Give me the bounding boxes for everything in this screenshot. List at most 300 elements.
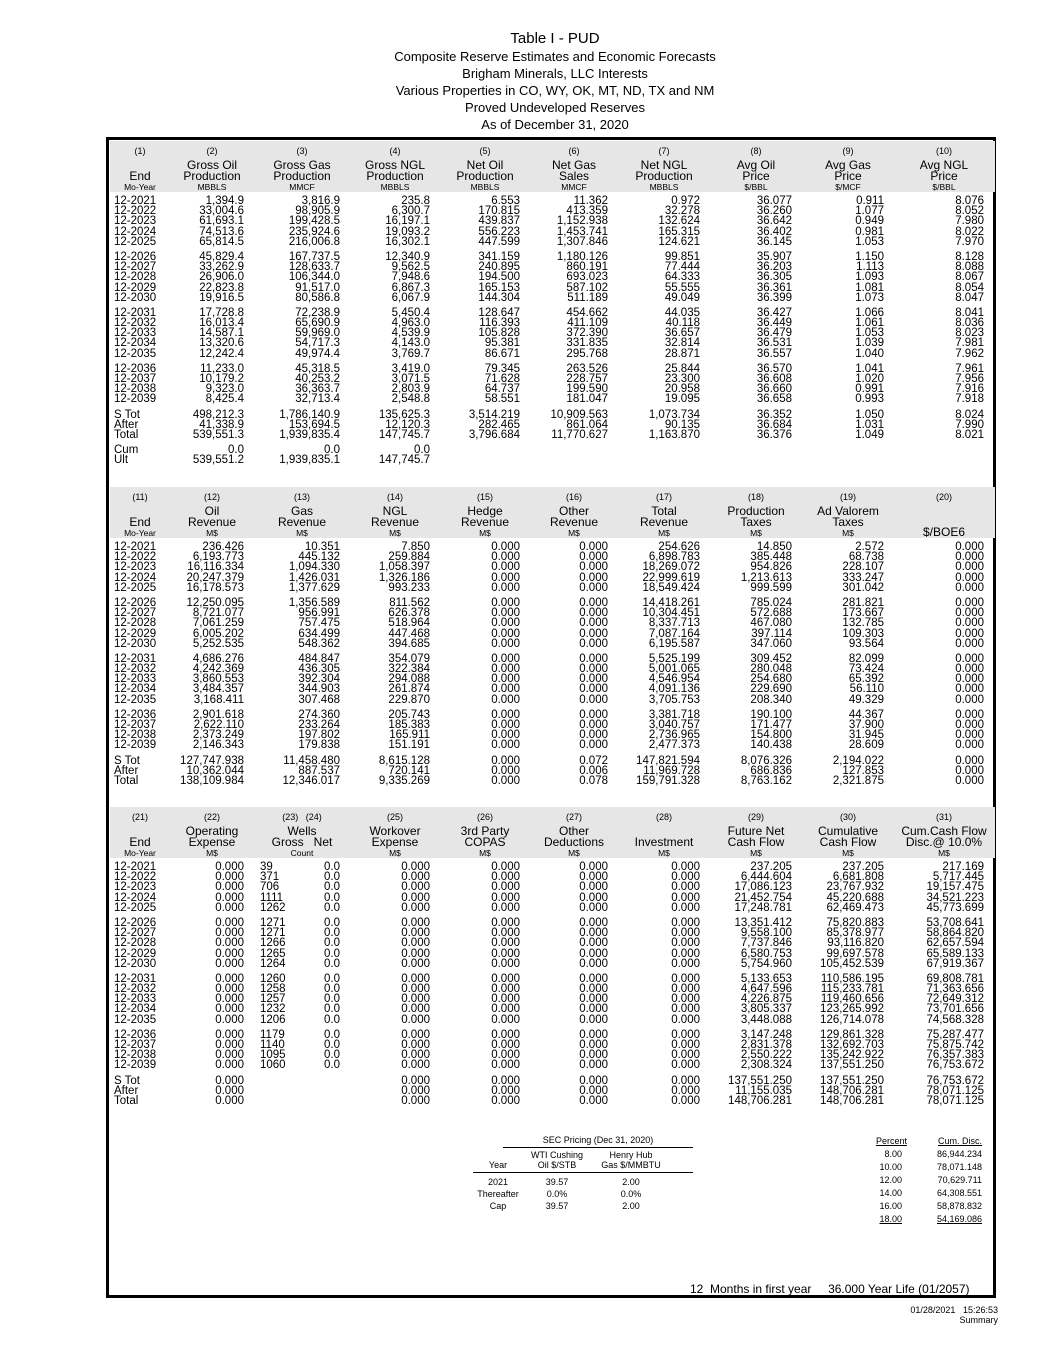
- table-cell: 13,351.412: [734, 916, 792, 929]
- column-header-row: [110, 807, 995, 858]
- table-cell: 9,562.5: [391, 261, 430, 274]
- table-cell: 99,697.578: [826, 947, 884, 960]
- column-header: [530, 487, 618, 538]
- column-label: [170, 160, 254, 192]
- table-cell: 12-2026: [114, 250, 157, 263]
- table-cell: [440, 445, 530, 455]
- column-header: [110, 807, 170, 858]
- table-cell: [802, 455, 894, 465]
- table-row: [110, 272, 995, 282]
- table-cell: 1.031: [855, 418, 884, 431]
- table-cell: 12-2031: [114, 652, 157, 665]
- table-cell: 6,067.9: [391, 291, 430, 304]
- column-number: (16): [565, 492, 582, 502]
- table-cell: 0.000: [671, 891, 700, 904]
- table-cell: 65.392: [848, 673, 884, 686]
- table-cell: 36.531: [756, 337, 792, 350]
- table-cell: 12-2032: [114, 317, 157, 330]
- table-cell: 12-2034: [114, 337, 157, 350]
- table-cell: 151.191: [388, 739, 430, 752]
- table-cell: 41,338.9: [199, 418, 244, 431]
- discount-value: 64,308.551: [936, 1188, 982, 1198]
- column-number: (26): [476, 812, 493, 822]
- table-cell: 956.991: [298, 607, 340, 620]
- column-label-text: Cum.Cash Flow Disc.@ 10.0%: [901, 824, 987, 849]
- table-cell: 1,152.938: [556, 215, 608, 228]
- table-cell: 0.949: [855, 215, 884, 228]
- table-cell: 8.088: [955, 261, 984, 274]
- table-cell: 1,377.629: [288, 581, 340, 594]
- table-cell: 85,378.977: [826, 927, 884, 940]
- table-cell: 0.000: [401, 1049, 430, 1062]
- table-cell: 12-2023: [114, 881, 157, 894]
- table-cell: 7.962: [955, 347, 984, 360]
- table-cell: 76,357.383: [926, 1049, 984, 1062]
- table-cell: 4,091.136: [648, 683, 700, 696]
- table-cell: Total: [114, 1094, 139, 1107]
- table-cell: 12-2026: [114, 596, 157, 609]
- table-cell: 64.737: [484, 383, 520, 396]
- table-cell: 144.304: [478, 291, 520, 304]
- table-cell: 147,821.594: [636, 754, 700, 767]
- table-cell: 0.000: [215, 1039, 244, 1051]
- column-header: [350, 487, 440, 538]
- table-cell: 12-2034: [114, 683, 157, 696]
- table-cell: 171.477: [750, 719, 792, 731]
- table-cell: 19,157.475: [926, 881, 984, 894]
- column-label: [618, 506, 710, 538]
- column-unit: M$: [568, 848, 580, 858]
- properties-line: Various Properties in CO, WY, OK, MT, ND, TX and NM: [395, 83, 715, 98]
- table-cell: 0.000: [579, 571, 608, 584]
- table-cell: [294, 1086, 350, 1096]
- table-cell: 12-2035: [114, 693, 157, 706]
- column-label: [110, 171, 170, 192]
- table-cell: 135,625.3: [378, 408, 430, 421]
- table-cell: 445.132: [298, 551, 340, 564]
- sec-pricing-table: [473, 1135, 693, 1212]
- column-label: [170, 826, 254, 858]
- table-cell: 0.0: [324, 891, 340, 904]
- section-revenue: [110, 487, 995, 786]
- table-cell: 498,212.3: [192, 408, 244, 421]
- column-header: [254, 807, 350, 858]
- life-summary: [690, 1282, 970, 1296]
- pricing-cell: 39.57: [545, 1177, 569, 1187]
- table-cell: 7.981: [955, 337, 984, 350]
- column-label-text: $/BOE6: [922, 525, 966, 539]
- table-cell: 347.060: [750, 637, 792, 650]
- column-label-text: Total Revenue: [639, 504, 689, 529]
- table-cell: 105,452.539: [820, 957, 884, 970]
- table-cell: 0.000: [491, 561, 520, 574]
- table-cell: 2,308.324: [740, 1059, 792, 1072]
- table-cell: 55.555: [664, 281, 700, 294]
- column-header: [110, 141, 170, 192]
- table-cell: 3,860.553: [192, 673, 244, 686]
- column-number: (11): [132, 492, 148, 502]
- table-cell: 167,737.5: [288, 250, 340, 263]
- pricing-cell: 2021: [487, 1177, 509, 1187]
- table-cell: 0.0: [324, 916, 340, 929]
- table-cell: 0.000: [579, 637, 608, 650]
- column-header: [530, 141, 618, 192]
- table-cell: 1262: [260, 901, 286, 914]
- table-cell: 2,477.373: [648, 739, 700, 752]
- column-header: [530, 807, 618, 858]
- table-cell: 8.023: [955, 327, 984, 340]
- table-cell: 0.000: [955, 693, 984, 706]
- table-cell: 148,706.281: [820, 1094, 884, 1107]
- table-cell: 2,548.8: [391, 393, 430, 406]
- table-cell: 0.000: [955, 551, 984, 564]
- table-cell: 9,558.100: [740, 927, 792, 940]
- table-cell: 0.000: [401, 1013, 430, 1026]
- column-unit: Mo-Year: [124, 528, 156, 538]
- column-label-text: Gas Revenue: [277, 504, 327, 529]
- table-cell: 0.000: [215, 1094, 244, 1107]
- table-cell: 0.000: [491, 891, 520, 904]
- table-cell: 28.609: [848, 739, 884, 752]
- table-cell: 6,867.3: [391, 281, 430, 294]
- table-cell: 12-2036: [114, 1028, 157, 1041]
- table-cell: 1257: [260, 993, 286, 1006]
- percent-header: Percent: [875, 1136, 907, 1146]
- column-header: [710, 487, 802, 538]
- as-of-date: As of December 31, 2020: [481, 117, 629, 132]
- table-cell: 22,999.619: [642, 571, 700, 584]
- table-cell: 0.0: [324, 927, 340, 940]
- table-cell: 3,796.684: [468, 428, 520, 441]
- table-cell: 344.903: [298, 683, 340, 696]
- table-cell: 12-2024: [114, 571, 157, 584]
- table-cell: 12-2029: [114, 281, 157, 294]
- table-cell: 8.052: [955, 205, 984, 218]
- table-cell: 49,974.4: [295, 347, 340, 360]
- table-cell: 1.066: [855, 306, 884, 319]
- table-cell: 254.626: [658, 541, 700, 553]
- table-cell: 0.000: [955, 607, 984, 620]
- table-cell: 0.000: [491, 871, 520, 884]
- table-cell: 0.000: [215, 1003, 244, 1016]
- table-cell: 8.024: [955, 408, 984, 421]
- print-time: 15:26:53: [962, 1305, 998, 1315]
- column-label-text: Future Net Cash Flow: [727, 824, 785, 849]
- table-cell: 36.660: [756, 383, 792, 396]
- table-cell: 0.000: [491, 1003, 520, 1016]
- table-cell: 0.000: [491, 764, 520, 777]
- table-cell: 165.153: [478, 281, 520, 294]
- table-cell: 12-2035: [114, 1013, 157, 1026]
- column-label-text: Ad Valorem Taxes: [817, 504, 879, 529]
- table-cell: 0.000: [491, 739, 520, 752]
- table-row: [110, 1015, 995, 1025]
- report-title: Table I - PUD: [510, 30, 600, 47]
- column-unit: M$: [389, 848, 401, 858]
- table-cell: 56.110: [849, 683, 884, 696]
- table-cell: 0.000: [671, 957, 700, 970]
- table-cell: 1.093: [855, 271, 884, 284]
- table-cell: 0.000: [671, 916, 700, 929]
- table-cell: 7.956: [955, 373, 984, 385]
- table-cell: 1265: [260, 947, 286, 960]
- report-subtitle: Composite Reserve Estimates and Economic Forecasts: [394, 49, 716, 64]
- table-cell: 259.884: [388, 551, 430, 564]
- table-cell: 12-2033: [114, 327, 157, 340]
- table-cell: 12-2021: [114, 861, 157, 873]
- table-cell: 0.000: [491, 1084, 520, 1097]
- table-cell: 12,340.9: [385, 250, 430, 263]
- column-number: (15): [476, 492, 493, 502]
- table-cell: 32.814: [664, 337, 700, 350]
- column-unit: MMCF: [561, 182, 587, 192]
- table-cell: 44.035: [664, 306, 700, 319]
- column-label: [618, 160, 710, 192]
- table-cell: 0.000: [401, 947, 430, 960]
- table-cell: 385.448: [750, 551, 792, 564]
- column-label: [802, 160, 894, 192]
- table-cell: 392.304: [298, 673, 340, 686]
- table-cell: [894, 455, 994, 465]
- table-cell: 1,356.589: [288, 596, 340, 609]
- table-row: [110, 430, 995, 440]
- table-cell: 76,753.672: [926, 1074, 984, 1087]
- discount-value: 58,878.832: [936, 1201, 982, 1211]
- table-cell: 36.608: [756, 373, 792, 385]
- table-cell: 106,344.0: [288, 271, 340, 284]
- table-cell: 706: [260, 881, 280, 894]
- column-label-text: Net Oil Production: [456, 158, 514, 183]
- table-cell: 12-2037: [114, 373, 157, 385]
- table-cell: 40,253.2: [295, 373, 340, 385]
- table-cell: 436.305: [298, 663, 340, 676]
- table-cell: 5,133.653: [740, 972, 792, 985]
- table-cell: 0.000: [579, 1028, 608, 1041]
- table-row: [110, 394, 995, 404]
- table-cell: 0.000: [579, 901, 608, 914]
- table-cell: 6.553: [491, 195, 520, 207]
- table-cell: 539,551.3: [192, 428, 244, 441]
- column-number: (27): [565, 812, 582, 822]
- table-cell: [710, 445, 802, 455]
- column-label: [350, 506, 440, 538]
- discount-row: [862, 1213, 987, 1226]
- table-cell: 12-2032: [114, 663, 157, 676]
- table-cell: 1271: [260, 916, 286, 929]
- table-cell: 1140: [260, 1039, 285, 1051]
- table-cell: 21,452.754: [734, 891, 792, 904]
- table-cell: 132.624: [658, 215, 700, 228]
- cum-disc-header: Cum. Disc.: [937, 1136, 982, 1146]
- section-cashflow: [110, 807, 995, 1106]
- table-cell: 36,363.7: [295, 383, 340, 396]
- table-cell: 6,681.808: [832, 871, 884, 884]
- table-cell: 785.024: [750, 596, 792, 609]
- table-cell: 0.911: [856, 195, 884, 207]
- table-cell: 0.000: [491, 947, 520, 960]
- table-cell: 135,242.922: [820, 1049, 884, 1062]
- table-cell: 10,179.2: [199, 373, 244, 385]
- table-cell: 12-2033: [114, 673, 157, 686]
- table-cell: 14.850: [756, 541, 792, 553]
- table-cell: 0.000: [671, 1084, 700, 1097]
- discount-row: [862, 1161, 987, 1174]
- table-cell: 154.800: [750, 729, 792, 742]
- table-cell: 0.000: [579, 1084, 608, 1097]
- table-cell: After: [114, 764, 139, 777]
- months-first-year: 12 Months in first year: [690, 1282, 812, 1296]
- table-cell: 12-2028: [114, 937, 157, 950]
- column-label-text: Workover Expense: [369, 824, 421, 849]
- table-cell: 394.685: [388, 637, 430, 650]
- column-number: (12): [203, 492, 220, 502]
- table-cell: 301.042: [842, 581, 884, 594]
- table-cell: 0.000: [215, 957, 244, 970]
- table-cell: 199.590: [566, 383, 608, 396]
- table-cell: 0.000: [215, 871, 244, 884]
- table-cell: 36.203: [756, 261, 792, 274]
- table-cell: 556.223: [478, 225, 520, 238]
- column-label: [254, 160, 350, 192]
- table-cell: 3,769.7: [391, 347, 430, 360]
- table-cell: 0.000: [955, 754, 984, 767]
- column-label: [530, 506, 618, 538]
- table-cell: 0.000: [491, 901, 520, 914]
- table-cell: 75,820.883: [826, 916, 884, 929]
- table-cell: 0.000: [955, 708, 984, 721]
- table-cell: 7,737.846: [740, 937, 792, 950]
- table-cell: 0.000: [491, 1039, 520, 1051]
- table-cell: 91,517.0: [295, 281, 340, 294]
- table-cell: 197.802: [298, 729, 340, 742]
- table-cell: 0.000: [215, 1074, 244, 1087]
- pricing-cell: 0.0%: [620, 1189, 642, 1199]
- pricing-cell: 0.0%: [546, 1189, 568, 1199]
- column-number: (20): [935, 492, 952, 502]
- table-cell: 12-2036: [114, 708, 157, 721]
- table-cell: 0.000: [955, 541, 984, 553]
- table-cell: 0.000: [671, 1059, 700, 1072]
- table-cell: 0.0: [324, 861, 340, 873]
- discount-row: [862, 1174, 987, 1187]
- table-cell: 49.329: [848, 693, 884, 706]
- table-cell: 119,460.656: [820, 993, 884, 1006]
- table-cell: 1,786,140.9: [279, 408, 340, 421]
- discount-percent: 8.00: [884, 1149, 902, 1159]
- table-cell: 5,525.199: [648, 652, 700, 665]
- discount-row: [862, 1148, 987, 1161]
- table-cell: 1206: [260, 1013, 286, 1026]
- table-cell: 0.000: [671, 871, 700, 884]
- report-header: [0, 30, 1055, 133]
- table-cell: 0.000: [215, 1084, 244, 1097]
- table-cell: 4,647.596: [740, 983, 792, 996]
- table-cell: 40.118: [665, 317, 700, 330]
- table-cell: 0.0: [324, 1059, 340, 1072]
- table-cell: 62,657.594: [926, 937, 984, 950]
- table-cell: 0.000: [491, 754, 520, 767]
- table-cell: 0.000: [491, 617, 520, 630]
- table-cell: 12-2032: [114, 983, 157, 996]
- table-cell: 1266: [260, 937, 286, 950]
- table-row: [110, 455, 995, 465]
- discount-value: 86,944.234: [936, 1149, 982, 1159]
- table-cell: 36.479: [756, 327, 792, 340]
- table-cell: 0.000: [579, 739, 608, 752]
- table-cell: 307.468: [298, 693, 340, 706]
- table-cell: 0.000: [215, 901, 244, 914]
- column-header: [710, 807, 802, 858]
- table-cell: 26,906.0: [199, 271, 244, 284]
- table-cell: 0.000: [671, 947, 700, 960]
- discount-value: 70,629.711: [937, 1175, 982, 1185]
- table-cell: 12,120.3: [385, 418, 430, 431]
- table-cell: 13,320.6: [199, 337, 244, 350]
- column-label-text: End: [129, 515, 151, 529]
- column-label-text: Production Taxes: [727, 504, 785, 529]
- table-row: [110, 1060, 995, 1070]
- column-unit: M$: [206, 848, 218, 858]
- column-label: [710, 826, 802, 858]
- column-header: [894, 487, 994, 538]
- table-cell: [294, 1096, 350, 1106]
- table-cell: 181.047: [566, 393, 608, 406]
- table-cell: 0.000: [491, 881, 520, 894]
- table-cell: 62,469.473: [826, 901, 884, 914]
- table-cell: 17,248.781: [734, 901, 792, 914]
- table-cell: 1,094.330: [288, 561, 340, 574]
- table-cell: 159,791.328: [636, 774, 700, 787]
- table-cell: 3,168.411: [193, 693, 244, 706]
- table-cell: 8.021: [955, 428, 984, 441]
- column-number: (13): [293, 492, 310, 502]
- table-cell: 1232: [260, 1003, 286, 1016]
- table-cell: 72,649.312: [926, 993, 984, 1006]
- table-cell: 0.000: [955, 652, 984, 665]
- table-cell: 0.000: [671, 993, 700, 1006]
- table-cell: 413.359: [566, 205, 608, 218]
- table-cell: 861.064: [566, 418, 608, 431]
- table-cell: 1260: [260, 972, 286, 985]
- table-cell: 153,694.5: [288, 418, 340, 431]
- table-cell: 12-2030: [114, 957, 157, 970]
- table-row: [110, 583, 995, 593]
- table-cell: 281.821: [842, 596, 884, 609]
- column-unit: M$: [479, 848, 491, 858]
- table-cell: 8.041: [955, 306, 984, 319]
- table-cell: 8,076.326: [740, 754, 792, 767]
- table-cell: 4,546.954: [648, 673, 700, 686]
- table-cell: After: [114, 418, 139, 431]
- pricing-divider: [473, 1172, 693, 1173]
- table-cell: 3,514.219: [468, 408, 520, 421]
- table-cell: 77.444: [664, 261, 700, 274]
- table-row: [110, 293, 995, 303]
- table-cell: 8.054: [955, 281, 984, 294]
- table-cell: 0.000: [215, 927, 244, 940]
- table-cell: 20.958: [664, 383, 700, 396]
- column-label-text: Wells Gross Net: [271, 824, 333, 849]
- table-cell: 173.667: [842, 607, 884, 620]
- table-cell: 0.000: [491, 1013, 520, 1026]
- table-cell: 7.918: [955, 393, 984, 406]
- column-unit: MBBLS: [470, 182, 500, 192]
- table-cell: 0.000: [401, 861, 430, 873]
- table-cell: 0.000: [491, 1094, 520, 1107]
- table-cell: [254, 1086, 294, 1096]
- table-cell: 0.000: [955, 637, 984, 650]
- discount-row: [862, 1200, 987, 1213]
